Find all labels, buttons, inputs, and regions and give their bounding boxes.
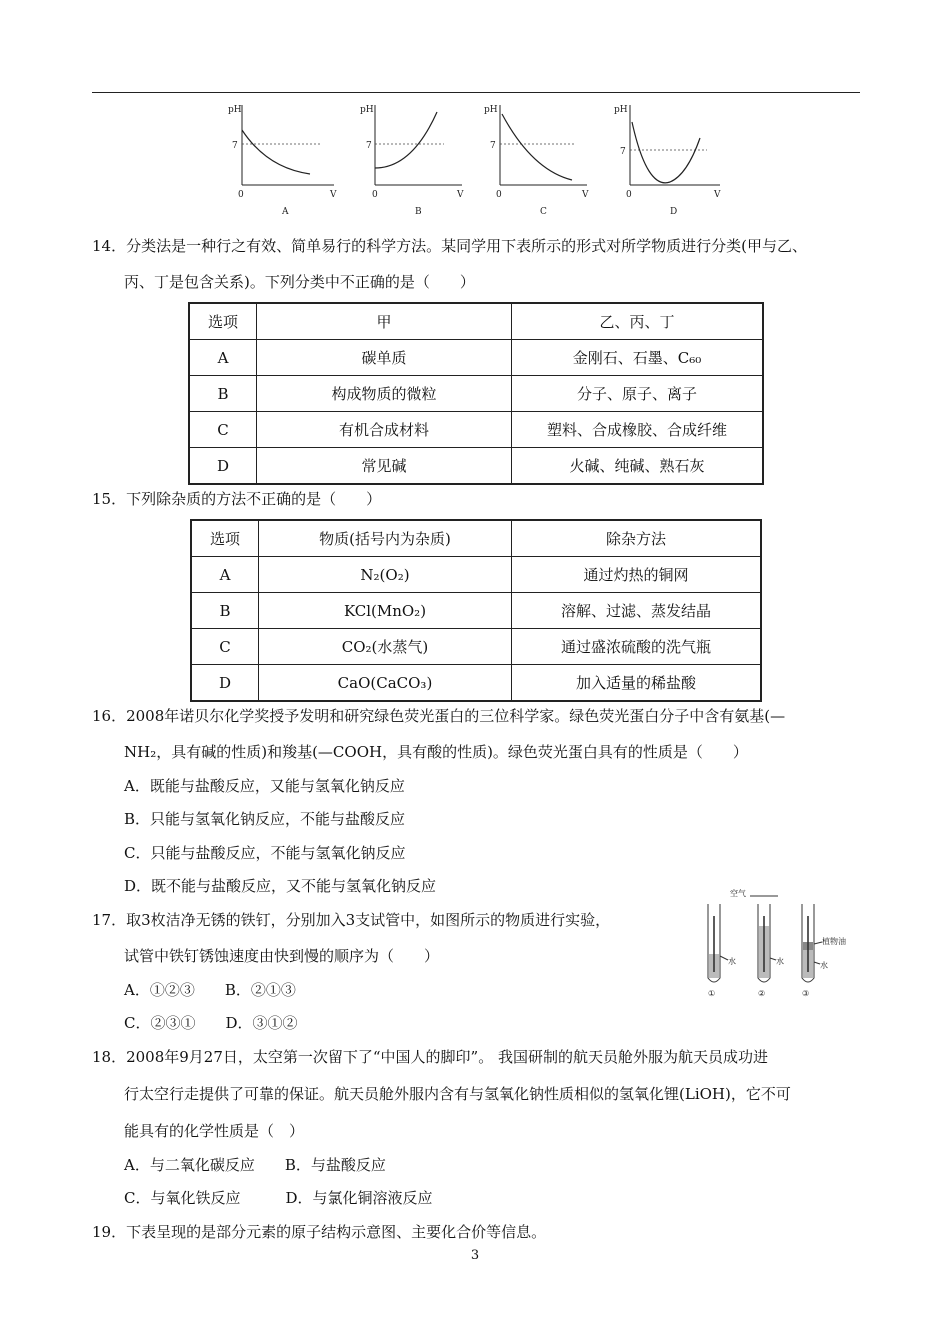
- q16-line1: 16．2008年诺贝尔化学奖授予发明和研究绿色荧光蛋白的三位科学家。绿色荧光蛋白分子中含有氨基(—: [92, 707, 786, 725]
- q16-line2: NH₂，具有碱的性质)和羧基(—COOH，具有酸的性质)。绿色荧光蛋白具有的性质是（ ）: [124, 743, 748, 761]
- test-tubes-figure: [700, 886, 860, 1002]
- graph-b: [360, 105, 464, 217]
- q14-table: [188, 302, 764, 485]
- svg-text:V: V: [582, 190, 589, 200]
- svg-text:V: V: [714, 190, 721, 200]
- q18-options-row1: A．与二氧化碳反应 B．与盐酸反应: [124, 1156, 386, 1174]
- svg-text:水: 水: [728, 957, 736, 966]
- q18-options-row2: C．与氧化铁反应 D．与氯化铜溶液反应: [124, 1189, 433, 1207]
- q18-line1: 18．2008年9月27日，太空第一次留下了“中国人的脚印”。 我国研制的航天员舱外服为航天员成功进: [92, 1048, 769, 1066]
- table-row: B 构成物质的微粒 分子、原子、离子: [189, 376, 763, 412]
- svg-text:③: ③: [802, 989, 810, 998]
- graph-d: [614, 105, 721, 217]
- svg-text:7: 7: [232, 141, 238, 151]
- table-row: C CO₂(水蒸气) 通过盛浓硫酸的洗气瓶: [191, 629, 761, 665]
- svg-text:水: 水: [820, 961, 828, 970]
- table-row: D CaO(CaCO₃) 加入适量的稀盐酸: [191, 665, 761, 702]
- svg-text:D: D: [670, 207, 678, 217]
- q17-options-row2: C．②③① D．③①②: [124, 1014, 298, 1032]
- q16-option-a: A．既能与盐酸反应，又能与氢氧化钠反应: [124, 777, 405, 795]
- svg-text:②: ②: [758, 989, 766, 998]
- svg-text:7: 7: [490, 141, 496, 151]
- page-number: 3: [470, 1248, 480, 1263]
- q17-line1: 17．取3枚洁净无锈的铁钉，分别加入3支试管中，如图所示的物质进行实验，: [92, 911, 611, 929]
- svg-text:0: 0: [372, 190, 378, 200]
- q15-line1: 15．下列除杂质的方法不正确的是（ ）: [92, 490, 382, 508]
- svg-text:7: 7: [366, 141, 372, 151]
- ph-label: pH: [228, 105, 242, 115]
- q16-option-c: C．只能与盐酸反应，不能与氢氧化钠反应: [124, 844, 406, 862]
- svg-text:0: 0: [496, 190, 502, 200]
- table-row: A 碳单质 金刚石、石墨、C₆₀: [189, 340, 763, 376]
- graph-a: [228, 105, 337, 217]
- q19-line1: 19．下表呈现的是部分元素的原子结构示意图、主要化合价等信息。: [92, 1223, 547, 1241]
- q16-option-d: D．既不能与盐酸反应，又不能与氢氧化钠反应: [124, 877, 437, 895]
- table-row: C 有机合成材料 塑料、合成橡胶、合成纤维: [189, 412, 763, 448]
- svg-text:7: 7: [620, 147, 626, 157]
- svg-text:0: 0: [238, 190, 244, 200]
- table-row: 选项 物质(括号内为杂质) 除杂方法: [191, 520, 761, 557]
- svg-text:A: A: [282, 207, 289, 217]
- header-rule: [92, 92, 860, 93]
- table-row: A N₂(O₂) 通过灼热的铜网: [191, 557, 761, 593]
- svg-text:0: 0: [626, 190, 632, 200]
- ph-graphs-figure: [222, 100, 732, 220]
- graph-c: [484, 105, 589, 217]
- svg-text:pH: pH: [360, 105, 374, 115]
- svg-text:植物油: 植物油: [822, 937, 846, 946]
- svg-text:V: V: [330, 190, 337, 200]
- svg-text:pH: pH: [614, 105, 628, 115]
- table-row: D 常见碱 火碱、纯碱、熟石灰: [189, 448, 763, 485]
- q15-table: [190, 519, 762, 702]
- q16-option-b: B．只能与氢氧化钠反应，不能与盐酸反应: [124, 810, 406, 828]
- svg-text:B: B: [415, 207, 422, 217]
- svg-text:空气: 空气: [730, 889, 746, 898]
- svg-text:C: C: [540, 207, 547, 217]
- table-row: B KCl(MnO₂) 溶解、过滤、蒸发结晶: [191, 593, 761, 629]
- table-row: 选项 甲 乙、丙、丁: [189, 303, 763, 340]
- q14-line2: 丙、丁是包含关系)。下列分类中不正确的是（ ）: [124, 273, 475, 291]
- q18-line3: 能具有的化学性质是（ ）: [124, 1122, 305, 1140]
- q17-options-row1: A．①②③ B．②①③: [124, 981, 296, 999]
- svg-text:V: V: [457, 190, 464, 200]
- q18-line2: 行太空行走提供了可靠的保证。航天员舱外服内含有与氢氧化钠性质相似的氢氧化锂(LiOH)，它不可: [124, 1085, 791, 1103]
- svg-text:pH: pH: [484, 105, 498, 115]
- q17-line2: 试管中铁钉锈蚀速度由快到慢的顺序为（ ）: [124, 947, 440, 965]
- svg-text:水: 水: [776, 957, 784, 966]
- svg-text:①: ①: [708, 989, 716, 998]
- q14-line1: 14．分类法是一种行之有效、简单易行的科学方法。某同学用下表所示的形式对所学物质进行分类(甲与乙、: [92, 237, 807, 255]
